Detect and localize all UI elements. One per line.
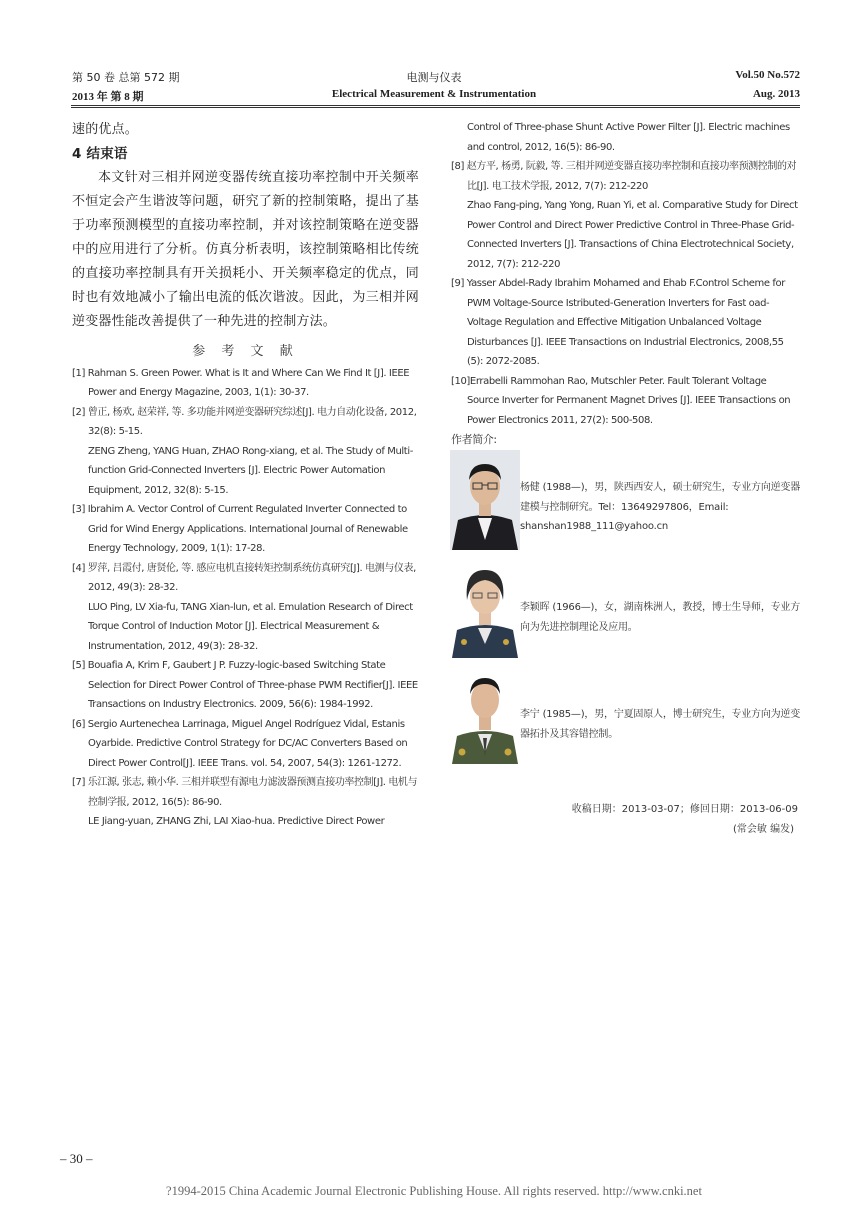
header-rule-top <box>71 105 800 106</box>
author-bio-yang-jian: 杨健 (1988—)，男，陕西西安人，硕士研究生，专业方向逆变器建模与控制研究。Tel：13649297806，Email: shanshan1988_111@yahoo.cn <box>520 482 801 532</box>
right-column <box>451 118 798 450</box>
references-left-list <box>72 364 419 832</box>
header-volume: 第 50 卷 总第 572 期 <box>72 71 180 84</box>
header-vol-no: Vol.50 No.572 <box>735 69 800 81</box>
author-photo-li-ning <box>450 664 520 764</box>
editor-note: (常会敏 编发) <box>733 824 794 835</box>
header-rule-bottom <box>71 107 800 108</box>
author-intro-label: 作者简介: <box>451 433 497 446</box>
author-bio-li-ning: 李宁 (1985—)，男，宁夏固原人，博士研究生，专业方向为逆变器拓扑及其容错控制。 <box>520 709 801 740</box>
reference-english-translation: Zhao Fang-ping, Yang Yong, Ruan Yi, et al. Comparative Study for Direct Power Control and Direct Power Predictive Control in Three-Phase Grid-Connected Inverters [J]. Transactions of China Electrotechnical Society, 2012, 7(7): 212-220 <box>467 200 798 270</box>
copyright-line: ?1994-2015 China Academic Journal Electronic Publishing House. All rights reserved. http://www.cnki.net <box>166 1184 702 1198</box>
references-title: 参 考 文 献 <box>192 344 299 359</box>
reference-english-translation: LUO Ping, LV Xia-fu, TANG Xian-lun, et al. Emulation Research of Direct Torque Control of Induction Motor [J]. Electrical Measurement & Instrumentation, 2012, 49(3): 28-32. <box>88 601 413 652</box>
reference-entry: [6] Sergio Aurtenechea Larrinaga, Miguel Angel Rodríguez Vidal, Estanis Oyarbide. Predictive Control Strategy for DC/AC Converters Based on Direct Power Control[J]. IEEE Trans. vol. 54, 2007, 54(3): 1261-1272. <box>72 718 408 769</box>
received-revised-dates: 收稿日期：2013-03-07；修回日期：2013-06-09 <box>571 804 798 815</box>
conclusion-lead: 速的优点。 <box>72 122 139 137</box>
reference-entry: [4] 罗萍, 吕霞付, 唐贤伦, 等. 感应电机直接转矩控制系统仿真研究[J]. 电测与仪表, 2012, 49(3): 28-32. <box>72 562 416 593</box>
header-journal-en: Electrical Measurement & Instrumentation <box>331 88 537 100</box>
reference-entry: [10]Errabelli Rammohan Rao, Mutschler Peter. Fault Tolerant Voltage Source Inverter for Permanent Magnet Drives [J]. IEEE Transactions on Power Electronics 2011, 27(2): 500-508. <box>451 375 791 426</box>
left-column <box>72 118 419 832</box>
reference-entry: [2] 曾正, 杨欢, 赵荣祥, 等. 多功能并网逆变器研究综述[J]. 电力自动化设备, 2012, 32(8): 5-15. <box>72 406 417 437</box>
author-photo-li-yinghui <box>450 558 520 658</box>
header-journal-cn: 电测与仪表 <box>406 71 462 84</box>
author-bio-li-yinghui: 李颖晖 (1966—)，女，湖南株洲人，教授，博士生导师，专业方向为先进控制理论及应用。 <box>520 602 801 633</box>
header-year-issue: 2013 年 第 8 期 <box>72 91 144 103</box>
reference-entry: [9] Yasser Abdel-Rady Ibrahim Mohamed and Ehab F.Control Scheme for PWM Voltage-Source Istributed-Generation Inverters for Fast oad-Voltage Regulation and Effective Mitigation Unbalanced Voltage Disturbances [J]. IEEE Transactions on Industrial Electronics, 2008,55 (5): 2072-2085. <box>451 278 785 367</box>
header-date: Aug. 2013 <box>752 88 800 100</box>
reference-entry: [7] 乐江源, 张志, 赖小华. 三相并联型有源电力滤波器预测直接功率控制[J]. 电机与控制学报, 2012, 16(5): 86-90. <box>72 777 418 808</box>
reference-english-translation: Control of Three-phase Shunt Active Power Filter [J]. Electric machines and control, 2012, 16(5): 86-90. <box>467 122 790 153</box>
reference-entry: [5] Bouafia A, Krim F, Gaubert J P. Fuzzy-logic-based Switching State Selection for Direct Power Control of Three-phase PWM Rectifier[J]. IEEE Transactions on Industry Electronics. 2009, 56(6): 1984-1992. <box>72 660 418 710</box>
references-right-list <box>451 118 798 430</box>
author-photo-yang-jian <box>450 450 520 550</box>
reference-entry: [3] Ibrahim A. Vector Control of Current Regulated Inverter Connected to Grid for Wind Energy Applications. International Journal of Renewable Energy Technology, 2009, 1(1): 17-28. <box>72 504 408 554</box>
reference-english-translation: ZENG Zheng, YANG Huan, ZHAO Rong-xiang, et al. The Study of Multi-function Grid-Connected Inverters [J]. Electric Power Automation Equipment, 2012, 32(8): 5-15. <box>88 445 413 496</box>
reference-entry: [8] 赵方平, 杨勇, 阮毅, 等. 三相并网逆变器直接功率控制和直接功率预测控制的对比[J]. 电工技术学报, 2012, 7(7): 212-220 <box>451 161 797 192</box>
reference-entry: [1] Rahman S. Green Power. What is It and Where Can We Find It [J]. IEEE Power and Energy Magazine, 2003, 1(1): 30-37. <box>72 367 410 398</box>
reference-english-translation: LE Jiang-yuan, ZHANG Zhi, LAI Xiao-hua. Predictive Direct Power <box>88 816 385 827</box>
page-number: – 30 – <box>60 1151 93 1166</box>
conclusion-paragraph: 本文针对三相并网逆变器传统直接功率控制中开关频率不恒定会产生谐波等问题，研究了新的控制策略，提出了基于功率预测模型的直接功率控制，并对该控制策略在逆变器中的应用进行了分析。仿真分析表明，该控制策略相比传统的直接功率控制具有开关损耗小、开关频率稳定的优点，同时也有效地减小了输出电流的低次谐波。因此，为三相并网逆变器性能改善提供了一种先进的控制方法。 <box>72 170 419 329</box>
conclusion-heading: 4 结束语 <box>72 146 128 162</box>
